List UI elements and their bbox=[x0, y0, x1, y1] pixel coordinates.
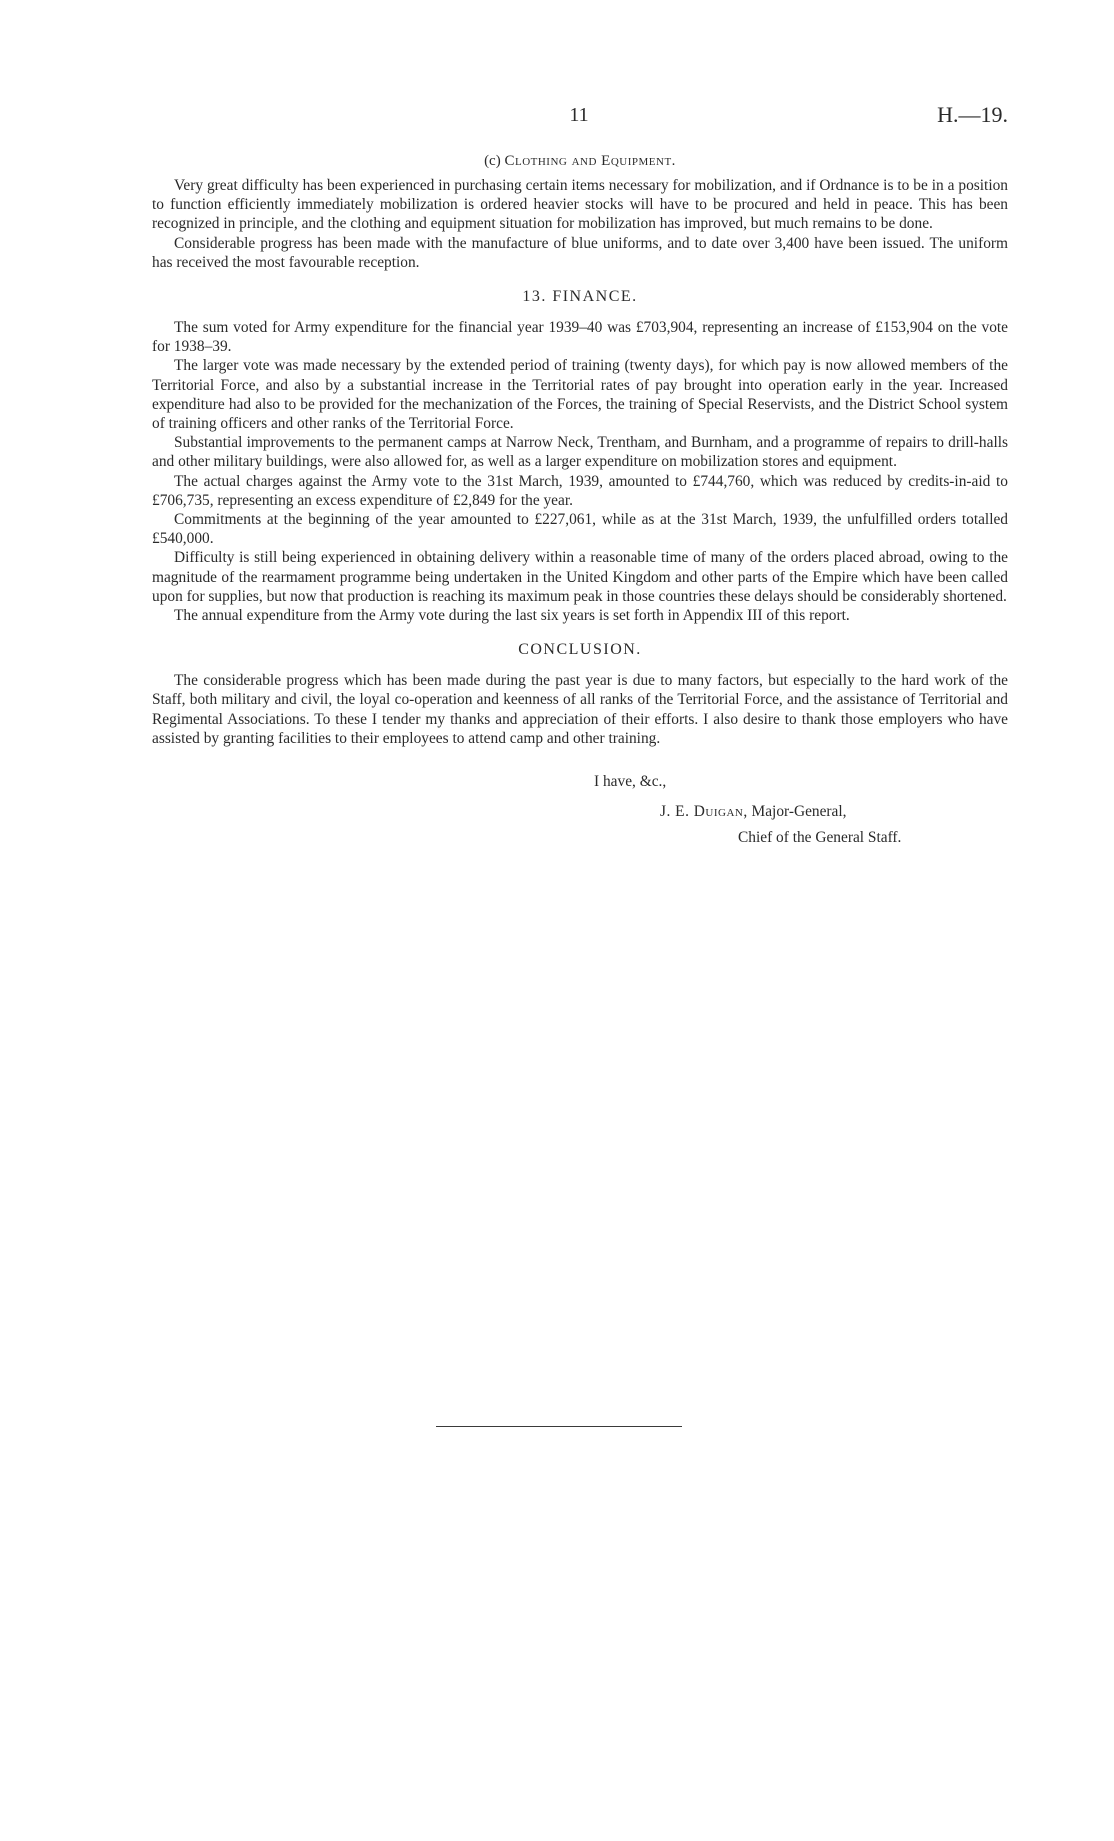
section-heading-label: Clothing and Equipment. bbox=[504, 153, 676, 169]
paragraph: Considerable progress has been made with the manufacture of blue uniforms, and to date over 3,400 have been issued. The uniform has received the most favourable reception. bbox=[152, 234, 1008, 271]
section-heading-prefix: (c) bbox=[484, 153, 505, 169]
signature-title: Chief of the General Staff. bbox=[738, 829, 902, 847]
section-heading-conclusion: CONCLUSION. bbox=[518, 641, 642, 659]
paragraph: The larger vote was made necessary by the extended period of training (twenty days), for which pay is now allowed members of the Territorial Force, and also by a substantial increase in the Territorial rates of pay brought into operation early in the year. Increased expenditure had also to be provided for the mechanization of the Forces, the training of Special Reservists, and the District School system of training officers and other ranks of the Territorial Force. bbox=[152, 357, 1008, 433]
signature-rank: Major-General, bbox=[747, 803, 847, 821]
page-number: 11 bbox=[569, 104, 589, 126]
section-heading-clothing-equipment bbox=[152, 150, 1008, 172]
end-rule-divider bbox=[436, 1426, 682, 1427]
paragraph: The considerable progress which has been made during the past year is due to many factors, but especially to the hard work of the Staff, both military and civil, the loyal co-operation and keenness of all ranks of the Territorial Force, and the assistance of Territorial and Regimental Associations. To these I tender my thanks and appreciation of their efforts. I also desire to thank those employers who have assisted by granting facilities to their employees to attend camp and other training. bbox=[152, 672, 1008, 747]
paragraph: The actual charges against the Army vote to the 31st March, 1939, amounted to £744,760, which was reduced by credits-in-aid to £706,735, representing an excess expenditure of £2,849 for the year. bbox=[152, 472, 1008, 509]
document-body bbox=[152, 150, 1008, 868]
signature-name-line bbox=[660, 802, 847, 821]
page-header bbox=[150, 100, 1008, 130]
signature-name: J. E. Duigan, bbox=[660, 803, 748, 821]
signature-block bbox=[152, 772, 1008, 868]
paragraph: Commitments at the beginning of the year amounted to £227,061, while as at the 31st March, 1939, the unfulfilled orders totalled £540,000. bbox=[152, 511, 1008, 548]
document-reference: H.—19. bbox=[937, 102, 1008, 127]
paragraph: Very great difficulty has been experienced in purchasing certain items necessary for mobilization, and if Ordnance is to be in a position to function efficiently immediately mobilization is ordered heavier stocks will have to be procured and held in peace. This has been recognized in principle, and the clothing and equipment situation for mobilization has improved, but much remains to be done. bbox=[152, 177, 1008, 233]
signature-salutation: I have, &c., bbox=[594, 773, 667, 791]
paragraph: Substantial improvements to the permanent camps at Narrow Neck, Trentham, and Burnham, and a programme of repairs to drill-halls and other military buildings, were also allowed for, as well as a larger expenditure on mobilization stores and equipment. bbox=[152, 434, 1008, 471]
section-heading-finance: 13. FINANCE. bbox=[522, 288, 638, 306]
paragraph: The sum voted for Army expenditure for the financial year 1939–40 was £703,904, representing an increase of £153,904 on the vote for 1938–39. bbox=[152, 319, 1008, 356]
paragraph: The annual expenditure from the Army vote during the last six years is set forth in Appendix III of this report. bbox=[174, 607, 850, 625]
paragraph: Difficulty is still being experienced in obtaining delivery within a reasonable time of many of the orders placed abroad, owing to the magnitude of the rearmament programme being undertaken in the United Kingdom and other parts of the Empire which have been called upon for supplies, but now that production is reaching its maximum peak in those countries these delays should be considerably shortened. bbox=[152, 549, 1008, 605]
